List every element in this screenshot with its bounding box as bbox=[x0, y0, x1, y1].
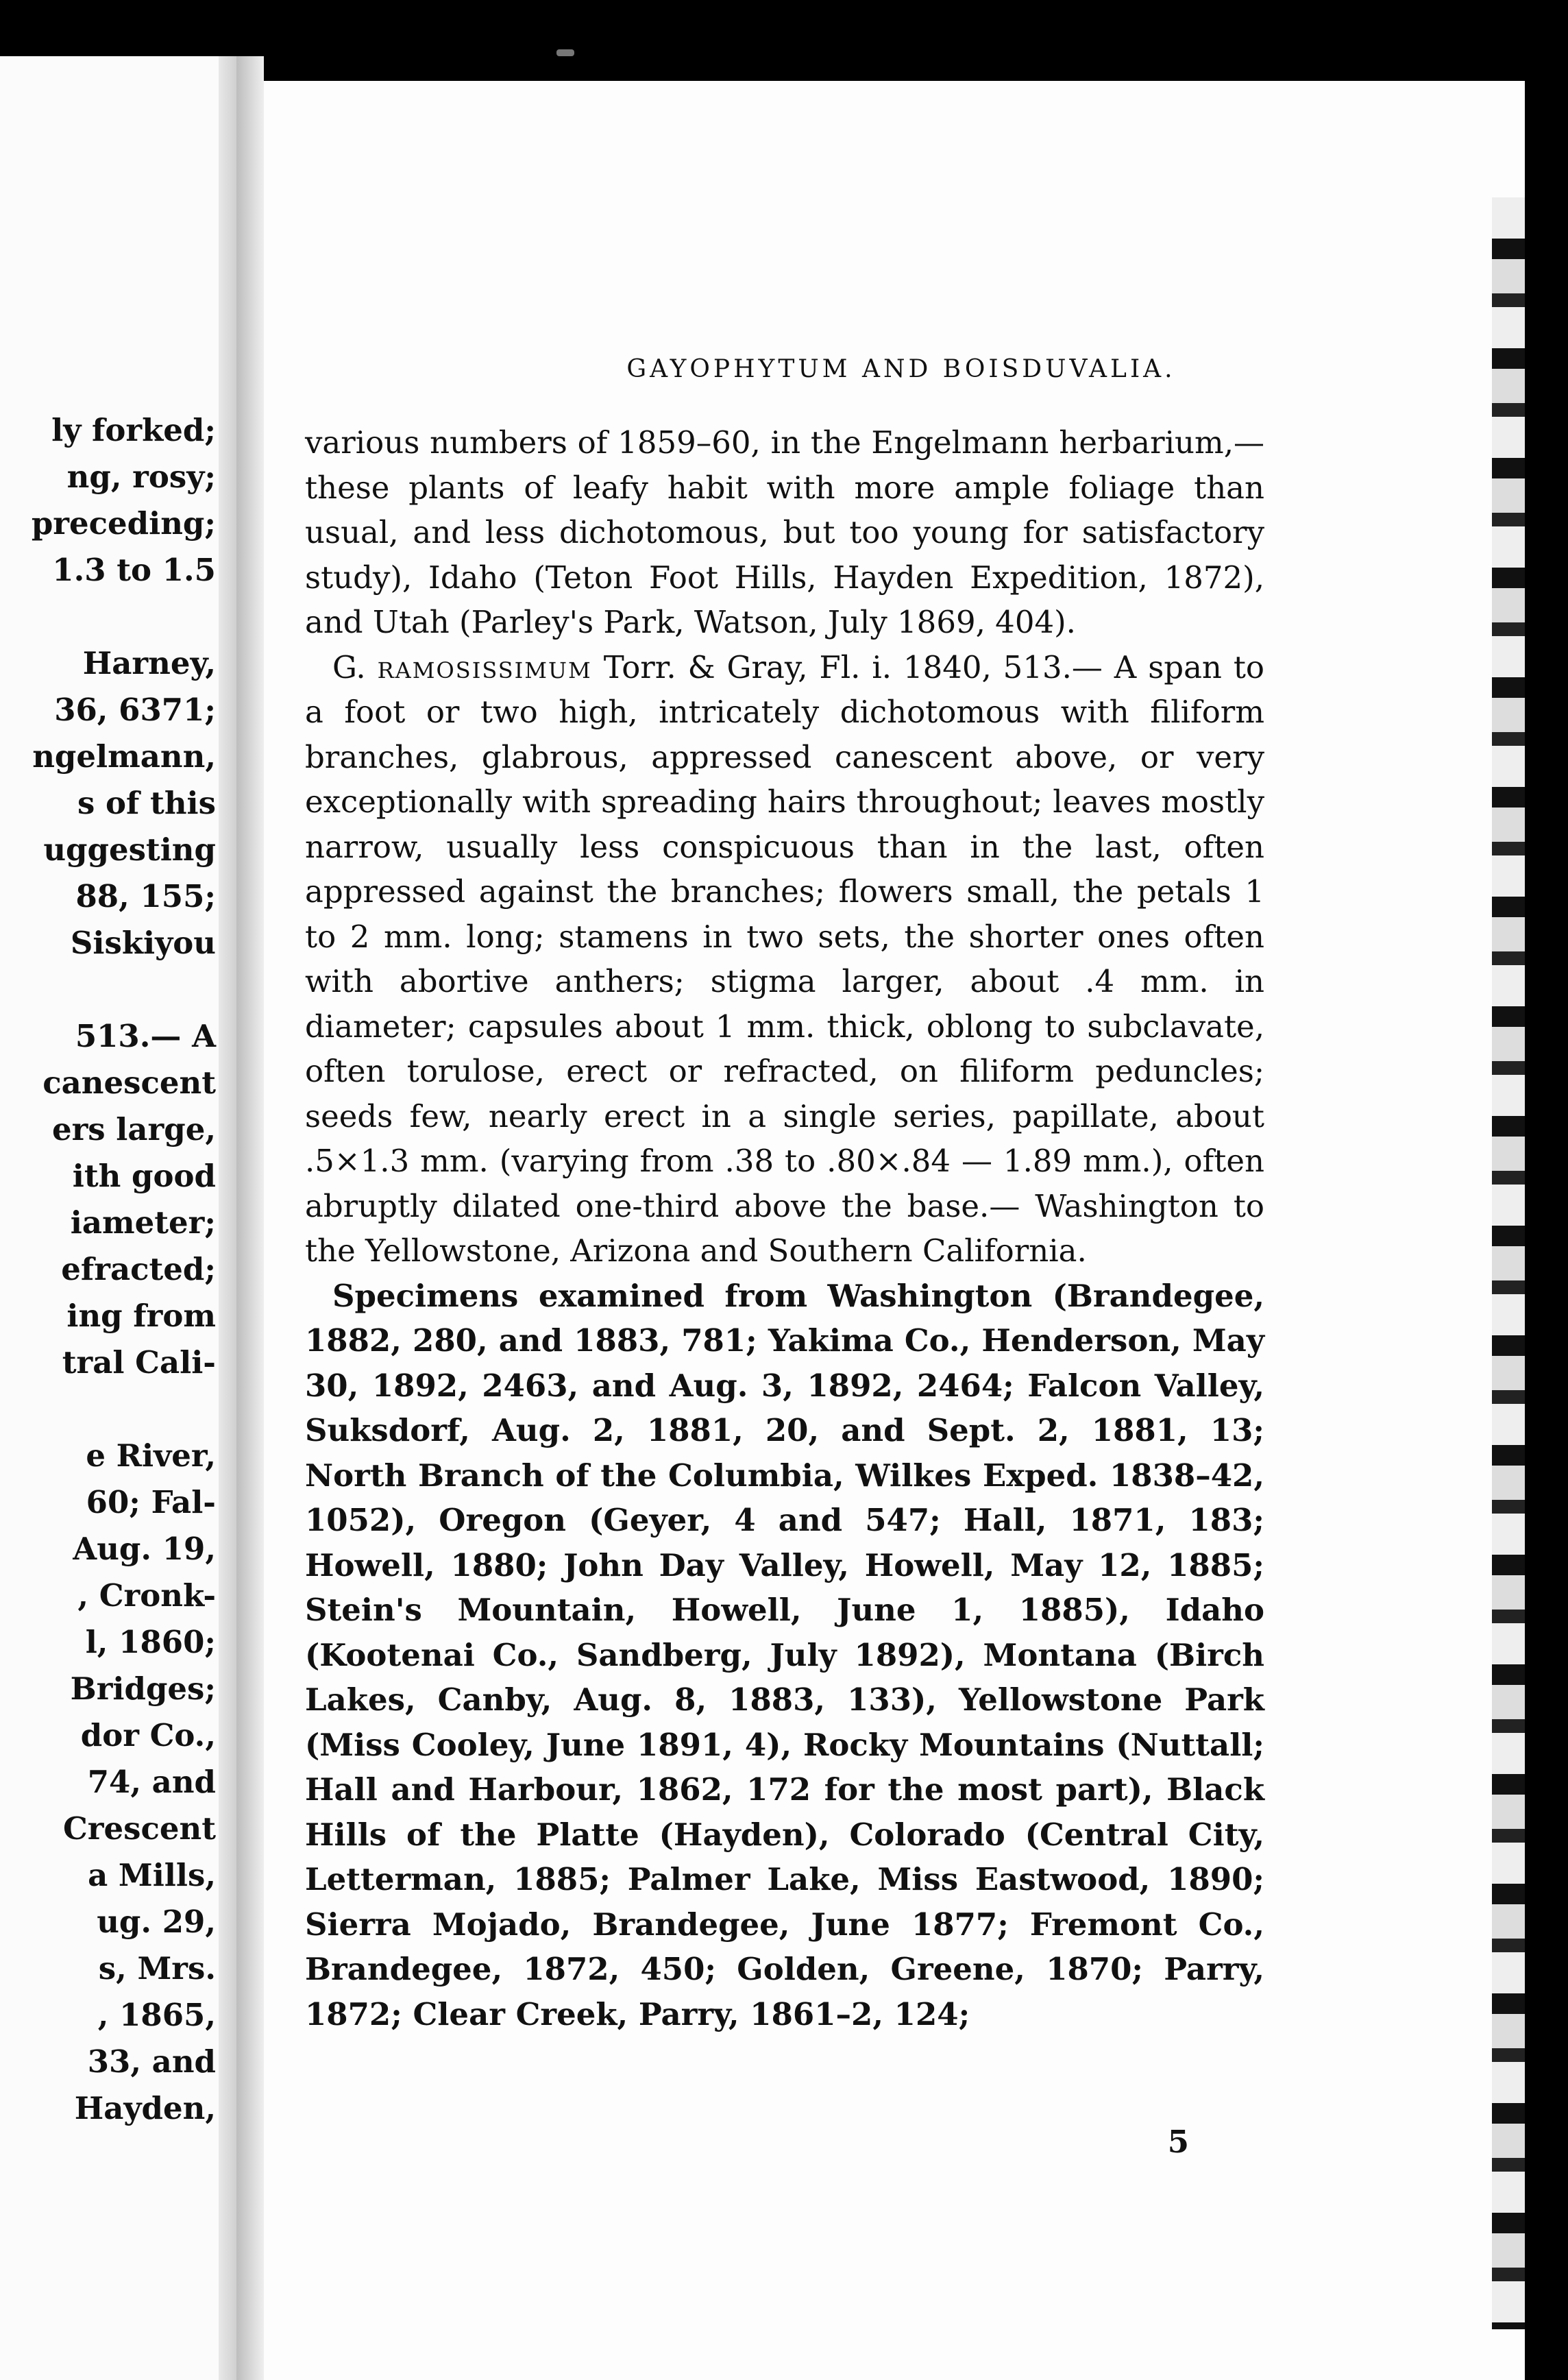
left-page-line: s, Mrs. bbox=[98, 1950, 216, 1987]
left-page-line: preceding; bbox=[31, 505, 216, 542]
left-page-line: 60; Fal- bbox=[86, 1484, 216, 1520]
left-page-line: l, 1860; bbox=[85, 1624, 216, 1660]
left-page-gap bbox=[32, 594, 216, 640]
right-page bbox=[264, 81, 1525, 2380]
left-page-line: Crescent bbox=[62, 1810, 216, 1847]
left-page-line: , Cronk- bbox=[77, 1577, 216, 1614]
left-page-line: , 1865, bbox=[97, 1997, 216, 2033]
left-page-line: 33, and bbox=[87, 2043, 216, 2080]
left-page-line: e River, bbox=[86, 1437, 216, 1474]
left-page-line: efracted; bbox=[61, 1251, 216, 1287]
scan-speck bbox=[556, 49, 574, 56]
left-page-line: ers large, bbox=[51, 1111, 216, 1148]
left-page-line: Aug. 19, bbox=[73, 1531, 216, 1567]
left-page-line: ly forked; bbox=[51, 412, 216, 448]
body-text bbox=[305, 420, 1264, 2037]
left-page-line: 36, 6371; bbox=[54, 692, 216, 728]
left-page-line: iameter; bbox=[70, 1204, 216, 1241]
left-page-line: ug. 29, bbox=[97, 1904, 216, 1940]
paragraph-specimens: Specimens examined from Washington (Brandegee, 1882, 280, and 1883, 781; Yakima Co., Henderson, May 30, 1892, 2463, and Aug. 3, 1892, 2464; Falcon Valley, Suksdorf, Aug. 2, 1881, 20, and Sept. 2, 1881, 13; North Branch of the Columbia, Wilkes Exped. 1838–42, 1052), Oregon (Geyer, 4 and 547; Hall, 1871, 183; Howell, 1880; John Day Valley, Howell, May 12, 1885; Stein's Mountain, Howell, June 1, 1885), Idaho (Kootenai Co., Sandberg, July 1892), Montana (Birch Lakes, Canby, Aug. 8, 1883, 133), Yellowstone Park (Miss Cooley, June 1891, 4), Rocky Mountains (Nuttall; Hall and Harbour, 1862, 172 for the most part), Black Hills of the Platte (Hayden), Colorado (Central City, Letterman, 1885; Palmer Lake, Miss Eastwood, 1890; Sierra Mojado, Brandegee, June 1877; Fremont Co., Brandegee, 1872, 450; Golden, Greene, 1870; Parry, 1872; Clear Creek, Parry, 1861–2, 124; bbox=[305, 1277, 1264, 2032]
left-page-line: s of this bbox=[77, 785, 216, 821]
left-page-gap bbox=[32, 1386, 216, 1433]
left-page-line: Harney, bbox=[82, 645, 216, 681]
left-page-line: dor Co., bbox=[80, 1717, 216, 1753]
left-page-line: Bridges; bbox=[70, 1671, 216, 1707]
left-page-line: ing from bbox=[66, 1298, 216, 1334]
page-number: 5 bbox=[1167, 2124, 1189, 2160]
left-page-line: 74, and bbox=[87, 1764, 216, 1800]
species-description: Torr. & Gray, Fl. i. 1840, 513.— A span to a foot or two high, intricately dichotomous with filiform branches, glabrous, appressed canescent above, or very exceptionally with spreading hairs throughout; leaves mostly narrow, usually less conspicuous than in the last, often appressed against the branches; flowers small, the petals 1 to 2 mm. long; stamens in two sets, the shorter ones often with abortive anthers; stigma larger, about .4 mm. in diameter; capsules about 1 mm. thick, oblong to subclavate, often torulose, erect or refracted, on filiform peduncles; seeds few, nearly erect in a single series, papillate, about .5×1.3 mm. (varying from .38 to .80×.84 — 1.89 mm.), often abruptly dilated one-third above the base.— Washington to the Yellowstone, Arizona and Southern California. bbox=[305, 648, 1264, 1269]
left-page-line: canescent bbox=[42, 1065, 216, 1101]
species-name: ramosissimum bbox=[377, 648, 592, 685]
left-page-line: ith good bbox=[72, 1158, 216, 1194]
left-page-line: Hayden, bbox=[74, 2090, 216, 2126]
left-page-text bbox=[32, 407, 216, 2132]
genus-abbrev: G. bbox=[332, 648, 366, 685]
book-spine bbox=[236, 56, 264, 2380]
left-page-line: 1.3 to 1.5 bbox=[52, 552, 216, 588]
left-page-line: ng, rosy; bbox=[66, 459, 216, 495]
left-page-line: uggesting bbox=[43, 831, 216, 868]
left-page-line: 88, 155; bbox=[75, 878, 216, 914]
left-page-gutter bbox=[219, 56, 236, 2380]
left-page-line: 513.— A bbox=[75, 1018, 216, 1054]
left-page-fragment bbox=[0, 56, 236, 2380]
left-page-gap bbox=[32, 967, 216, 1013]
paragraph-continuation: various numbers of 1859–60, in the Engelmann herbarium,—these plants of leafy habit with more ample foliage than usual, and less dichotomous, but too young for satisfactory study), Idaho (Teton Foot Hills, Hayden Expedition, 1872), and Utah (Parley's Park, Watson, July 1869, 404). bbox=[305, 424, 1264, 640]
left-page-line: Siskiyou bbox=[70, 925, 216, 961]
left-page-line: ngelmann, bbox=[32, 738, 216, 775]
paragraph-species-description bbox=[305, 645, 1264, 1274]
left-page-line: tral Cali- bbox=[62, 1344, 216, 1381]
left-page-line: a Mills, bbox=[88, 1857, 216, 1893]
right-edge-strip bbox=[1492, 197, 1525, 2329]
running-head: GAYOPHYTUM AND BOISDUVALIA. bbox=[626, 355, 1176, 383]
